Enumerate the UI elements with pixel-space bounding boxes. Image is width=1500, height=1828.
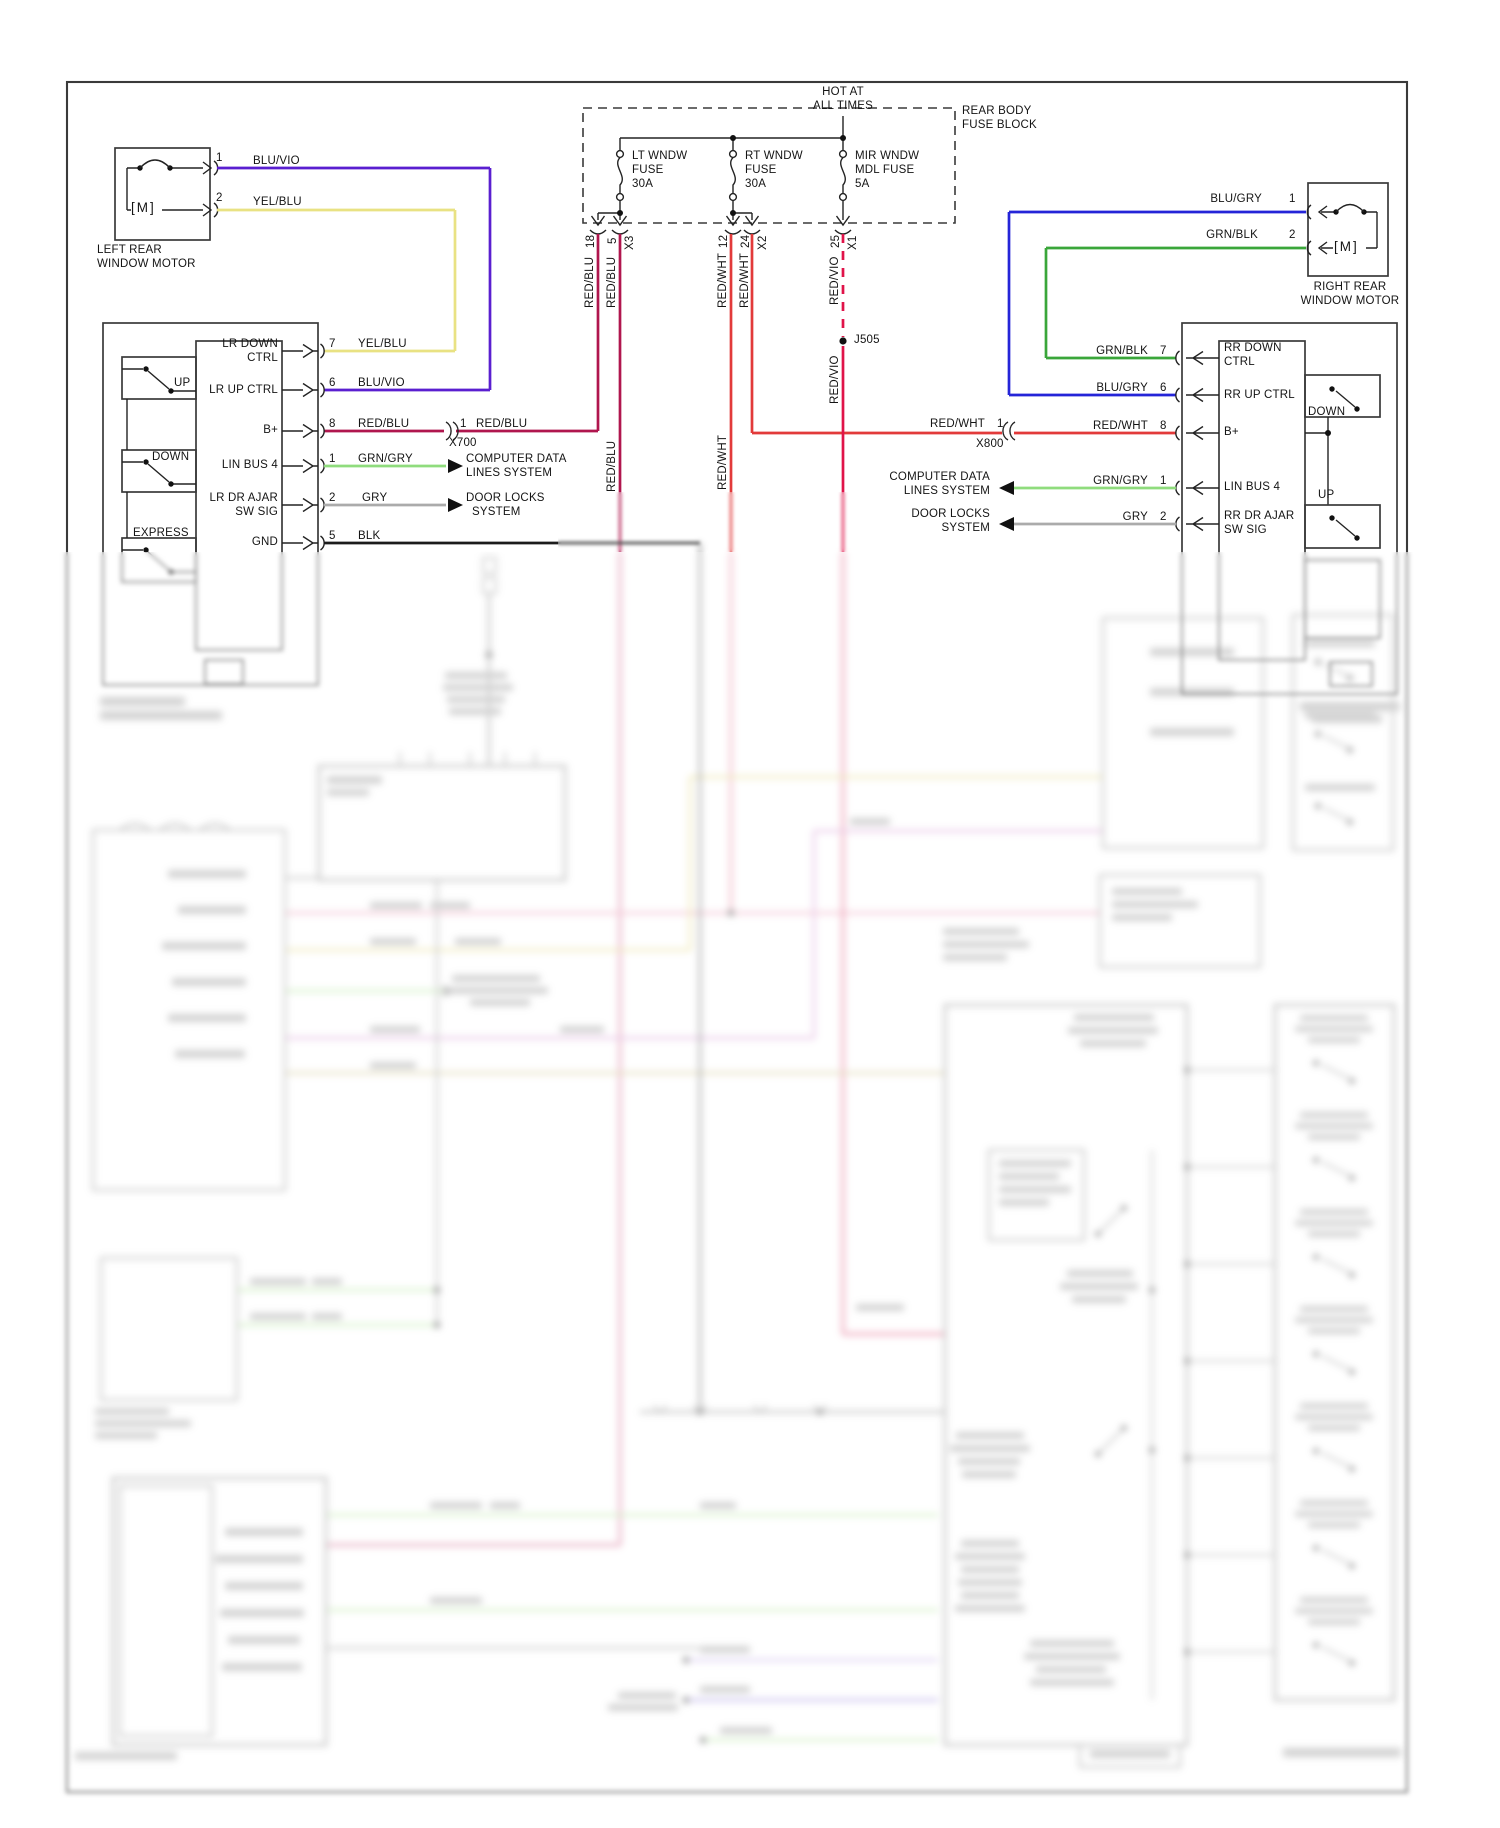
lr-dr-ajar-label-2: SW SIG <box>235 506 278 518</box>
lr-down-ctrl-label-2: CTRL <box>247 352 278 364</box>
pin-5: 5 <box>329 530 336 542</box>
lt-fuse-label-2: FUSE <box>632 164 664 176</box>
door-locks-label-1: DOOR LOCKS <box>466 492 545 504</box>
rr-up-ctrl-label: RR UP CTRL <box>1224 389 1295 401</box>
up-switch-box <box>1305 505 1380 548</box>
pin-2: 2 <box>329 492 336 504</box>
all-times-label: ALL TIMES <box>813 100 873 112</box>
wire-label-red-wht: RED/WHT <box>929 418 985 430</box>
wire-label-blu-gry: BLU/GRY <box>1210 193 1262 205</box>
down-switch-label: DOWN <box>1308 406 1346 418</box>
wire-label-grn-blk: GRN/BLK <box>1096 345 1148 357</box>
wire-label-red-vio: RED/VIO <box>829 355 841 404</box>
pin-8: 8 <box>1160 420 1167 432</box>
connector-x700-label: X700 <box>449 437 477 449</box>
wire-label-grn-gry: GRN/GRY <box>1093 475 1148 487</box>
left-motor-name-1: LEFT REAR <box>97 244 162 256</box>
fuse-lt-wndw-icon <box>617 151 624 201</box>
wire-label-red-wht: RED/WHT <box>739 252 751 308</box>
wire-label-red-blu: RED/BLU <box>358 418 410 430</box>
computer-data-lines-label-1: COMPUTER DATA <box>889 471 990 483</box>
lt-fuse-label-3: 30A <box>632 178 654 190</box>
bplus-label: B+ <box>263 424 278 436</box>
fuse-mir-wndw-icon <box>840 151 847 201</box>
right-rear-window-switch <box>1176 323 1397 694</box>
rt-fuse-label-2: FUSE <box>745 164 777 176</box>
wire-blu-gry <box>1009 212 1306 395</box>
lin-bus-label: LIN BUS 4 <box>1224 481 1281 493</box>
wire-yel-blu <box>217 210 455 351</box>
arrow-right-icon <box>448 498 463 512</box>
junction-j505-label: J505 <box>854 334 880 346</box>
pin-12-label: 12 <box>718 234 730 248</box>
pin-1: 1 <box>1160 475 1167 487</box>
lin-bus-label: LIN BUS 4 <box>221 459 278 471</box>
pin-2: 2 <box>1160 511 1167 523</box>
wire-label-red-blu: RED/BLU <box>584 256 596 308</box>
pin-24-label: 24 <box>740 234 752 248</box>
left-motor-pin-2: 2 <box>216 192 223 204</box>
x700-pin-1: 1 <box>460 418 467 430</box>
right-motor-pin-2: 2 <box>1289 229 1296 241</box>
wire-label-red-blu: RED/BLU <box>606 256 618 308</box>
lt-fuse-label-1: LT WNDW <box>632 150 688 162</box>
wire-label-blu-gry: BLU/GRY <box>1096 382 1148 394</box>
down-switch-label: DOWN <box>152 451 190 463</box>
pin-18-label: 18 <box>585 234 597 248</box>
wire-label-yel-blu: YEL/BLU <box>358 338 407 350</box>
rr-down-ctrl-label-2: CTRL <box>1224 356 1255 368</box>
fuse-block-name-2: FUSE BLOCK <box>962 119 1037 131</box>
wire-label-red-vio: RED/VIO <box>829 256 841 305</box>
connector-x1-label: X1 <box>847 235 859 250</box>
left-rear-window-motor <box>115 148 218 240</box>
wire-label-yel-blu: YEL/BLU <box>253 196 302 208</box>
wire-label-red-blu: RED/BLU <box>476 418 528 430</box>
pin-6: 6 <box>1160 382 1167 394</box>
wire-label-blk: BLK <box>358 530 381 542</box>
pin-7: 7 <box>329 338 336 350</box>
motor-m-symbol: [M] <box>1334 239 1359 254</box>
rr-dr-ajar-label-2: SW SIG <box>1224 524 1267 536</box>
wire-label-red-wht: RED/WHT <box>717 252 729 308</box>
rr-down-ctrl-label-1: RR DOWN <box>1224 342 1282 354</box>
right-rear-window-motor <box>1307 183 1388 276</box>
fuse-block-name-1: REAR BODY <box>962 105 1032 117</box>
door-locks-label-2: SYSTEM <box>941 522 990 534</box>
up-switch-label: UP <box>174 377 191 389</box>
wire-label-grn-gry: GRN/GRY <box>358 453 413 465</box>
arrow-right-icon <box>448 459 463 473</box>
wire-label-red-wht: RED/WHT <box>717 434 729 490</box>
mir-fuse-label-3: 5A <box>855 178 870 190</box>
arrow-left-icon <box>999 481 1014 495</box>
lr-dr-ajar-label-1: LR DR AJAR <box>209 492 278 504</box>
door-locks-label-1: DOOR LOCKS <box>911 508 990 520</box>
rt-fuse-label-3: 30A <box>745 178 767 190</box>
junction-j505-dot <box>839 337 846 344</box>
wire-label-grn-blk: GRN/BLK <box>1206 229 1258 241</box>
bplus-label: B+ <box>1224 426 1239 438</box>
wire-label-gry: GRY <box>1122 511 1148 523</box>
connector-x3-label: X3 <box>624 235 636 250</box>
wire-label-red-wht: RED/WHT <box>1092 420 1148 432</box>
lr-down-ctrl-label-1: LR DOWN <box>222 338 278 350</box>
right-motor-name-1: RIGHT REAR <box>1313 281 1387 293</box>
mir-fuse-label-2: MDL FUSE <box>855 164 915 176</box>
gnd-label: GND <box>251 536 278 548</box>
x800-pin-1: 1 <box>997 418 1004 430</box>
pin-8: 8 <box>329 418 336 430</box>
arrow-left-icon <box>999 517 1014 531</box>
motor-m-symbol: [M] <box>131 200 156 215</box>
door-locks-label-2: SYSTEM <box>472 506 521 518</box>
connector-x800-label: X800 <box>976 438 1004 450</box>
computer-data-lines-label-1: COMPUTER DATA <box>466 453 567 465</box>
wire-label-blu-vio: BLU/VIO <box>253 155 300 167</box>
wire-label-blu-vio: BLU/VIO <box>358 377 405 389</box>
pin-6: 6 <box>329 377 336 389</box>
hot-at-label: HOT AT <box>822 86 864 98</box>
rt-fuse-label-1: RT WNDW <box>745 150 803 162</box>
right-motor-pin-1: 1 <box>1289 193 1296 205</box>
computer-data-lines-label-2: LINES SYSTEM <box>903 485 990 497</box>
pin-1: 1 <box>329 453 336 465</box>
fuse-block-exit-arrows <box>590 216 851 234</box>
lr-up-ctrl-label: LR UP CTRL <box>209 384 278 396</box>
wire-label-red-blu: RED/BLU <box>606 440 618 492</box>
fuse-rt-wndw-icon <box>730 151 737 201</box>
left-motor-pin-1: 1 <box>216 152 223 164</box>
computer-data-lines-label-2: LINES SYSTEM <box>466 467 553 479</box>
right-motor-name-2: WINDOW MOTOR <box>1300 295 1400 307</box>
pin-5-label: 5 <box>607 237 619 244</box>
connector-x2-label: X2 <box>757 235 769 250</box>
express-switch-label: EXPRESS <box>133 527 189 539</box>
wire-red-wht-bplus <box>752 234 1176 433</box>
up-switch-label: UP <box>1318 489 1335 501</box>
wire-label-gry: GRY <box>362 492 388 504</box>
left-motor-name-2: WINDOW MOTOR <box>97 258 196 270</box>
pin-25-label: 25 <box>830 234 842 248</box>
connector-x800-icon <box>1003 422 1015 440</box>
pin-7: 7 <box>1160 345 1167 357</box>
mir-fuse-label-1: MIR WNDW <box>855 150 920 162</box>
rr-dr-ajar-label-1: RR DR AJAR <box>1224 510 1295 522</box>
